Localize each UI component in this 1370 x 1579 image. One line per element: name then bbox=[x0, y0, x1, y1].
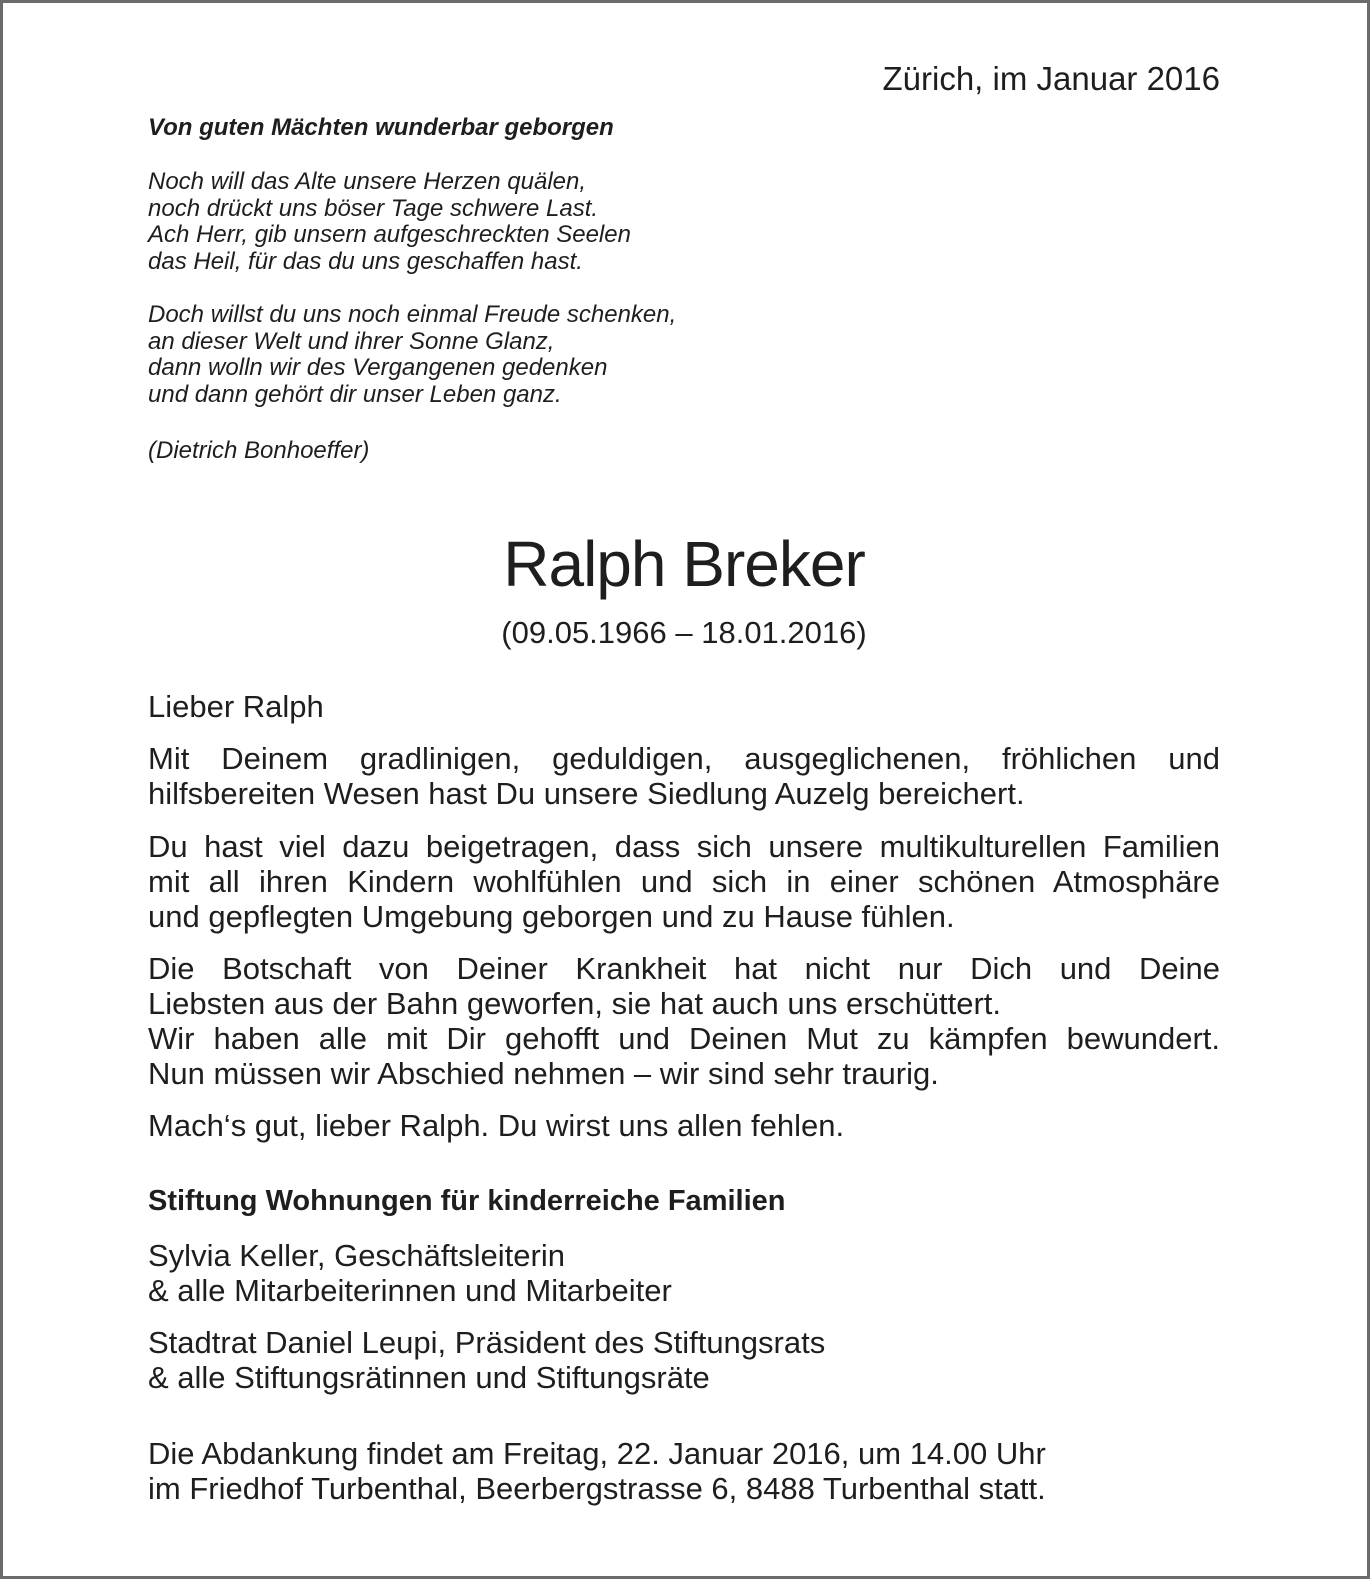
paragraph-2 bbox=[148, 829, 1220, 934]
paragraph-line: Die Botschaft von Deiner Krankheit hat nicht nur Dich und Deine bbox=[148, 951, 1220, 986]
paragraph-line: und gepflegten Umgebung geborgen und zu Hause fühlen. bbox=[148, 899, 955, 934]
closing bbox=[148, 1108, 1220, 1143]
service-line: Die Abdankung findet am Freitag, 22. Januar 2016, um 14.00 Uhr bbox=[148, 1436, 1046, 1471]
signatory-group-1 bbox=[148, 1238, 1220, 1308]
poem-stanza-2 bbox=[148, 302, 676, 408]
paragraph-3 bbox=[148, 951, 1220, 1091]
paragraph-line: Du hast viel dazu beigetragen, dass sich unsere multikulturellen Familien bbox=[148, 829, 1220, 864]
paragraph-1 bbox=[148, 741, 1220, 811]
poem-line: noch drückt uns böser Tage schwere Last. bbox=[148, 194, 599, 222]
paragraph-line: Nun müssen wir Abschied nehmen – wir sind sehr traurig. bbox=[148, 1056, 939, 1091]
organization-name: Stiftung Wohnungen für kinderreiche Familien bbox=[148, 1185, 786, 1217]
salutation-line: Lieber Ralph bbox=[148, 689, 324, 724]
life-dates: (09.05.1966 – 18.01.2016) bbox=[501, 615, 867, 650]
poem-line: und dann gehört dir unser Leben ganz. bbox=[148, 380, 562, 408]
poem-stanza-1 bbox=[148, 169, 631, 275]
signatory-line: Sylvia Keller, Geschäftsleiterin bbox=[148, 1238, 565, 1273]
service-line: im Friedhof Turbenthal, Beerbergstrasse 6, 8488 Turbenthal statt. bbox=[148, 1471, 1046, 1506]
poem-line: Doch willst du uns noch einmal Freude schenken, bbox=[148, 301, 677, 328]
closing-line: Mach‘s gut, lieber Ralph. Du wirst uns allen fehlen. bbox=[148, 1108, 845, 1143]
signatory-group-2 bbox=[148, 1325, 1220, 1395]
signatory-line: & alle Stiftungsrätinnen und Stiftungsräte bbox=[148, 1360, 710, 1395]
salutation bbox=[148, 689, 1220, 724]
funeral-service-info bbox=[148, 1436, 1220, 1506]
poem-line: dann wolln wir des Vergangenen gedenken bbox=[148, 354, 608, 381]
paragraph-line: mit all ihren Kindern wohlfühlen und sich in einer schönen Atmosphäre bbox=[148, 864, 1220, 899]
poem-line: Ach Herr, gib unsern aufgeschreckten Seelen bbox=[148, 221, 631, 248]
poem-line: Noch will das Alte unsere Herzen quälen, bbox=[148, 168, 587, 195]
deceased-name: Ralph Breker bbox=[503, 528, 865, 600]
poem-title: Von guten Mächten wunderbar geborgen bbox=[148, 114, 614, 141]
poem-author: (Dietrich Bonhoeffer) bbox=[148, 437, 370, 464]
paragraph-line: hilfsbereiten Wesen hast Du unsere Siedlung Auzelg bereichert. bbox=[148, 776, 1025, 811]
place-date: Zürich, im Januar 2016 bbox=[882, 60, 1220, 97]
signatory-line: Stadtrat Daniel Leupi, Präsident des Stiftungsrats bbox=[148, 1325, 826, 1360]
paragraph-line: Mit Deinem gradlinigen, geduldigen, ausgeglichenen, fröhlichen und bbox=[148, 741, 1220, 776]
poem-line: das Heil, für das du uns geschaffen hast. bbox=[148, 247, 583, 275]
paragraph-line: Wir haben alle mit Dir gehofft und Deinen Mut zu kämpfen bewundert. bbox=[148, 1021, 1220, 1056]
paragraph-line: Liebsten aus der Bahn geworfen, sie hat auch uns erschüttert. bbox=[148, 986, 1002, 1021]
signatory-line: & alle Mitarbeiterinnen und Mitarbeiter bbox=[148, 1273, 672, 1308]
poem-line: an dieser Welt und ihrer Sonne Glanz, bbox=[148, 327, 555, 355]
